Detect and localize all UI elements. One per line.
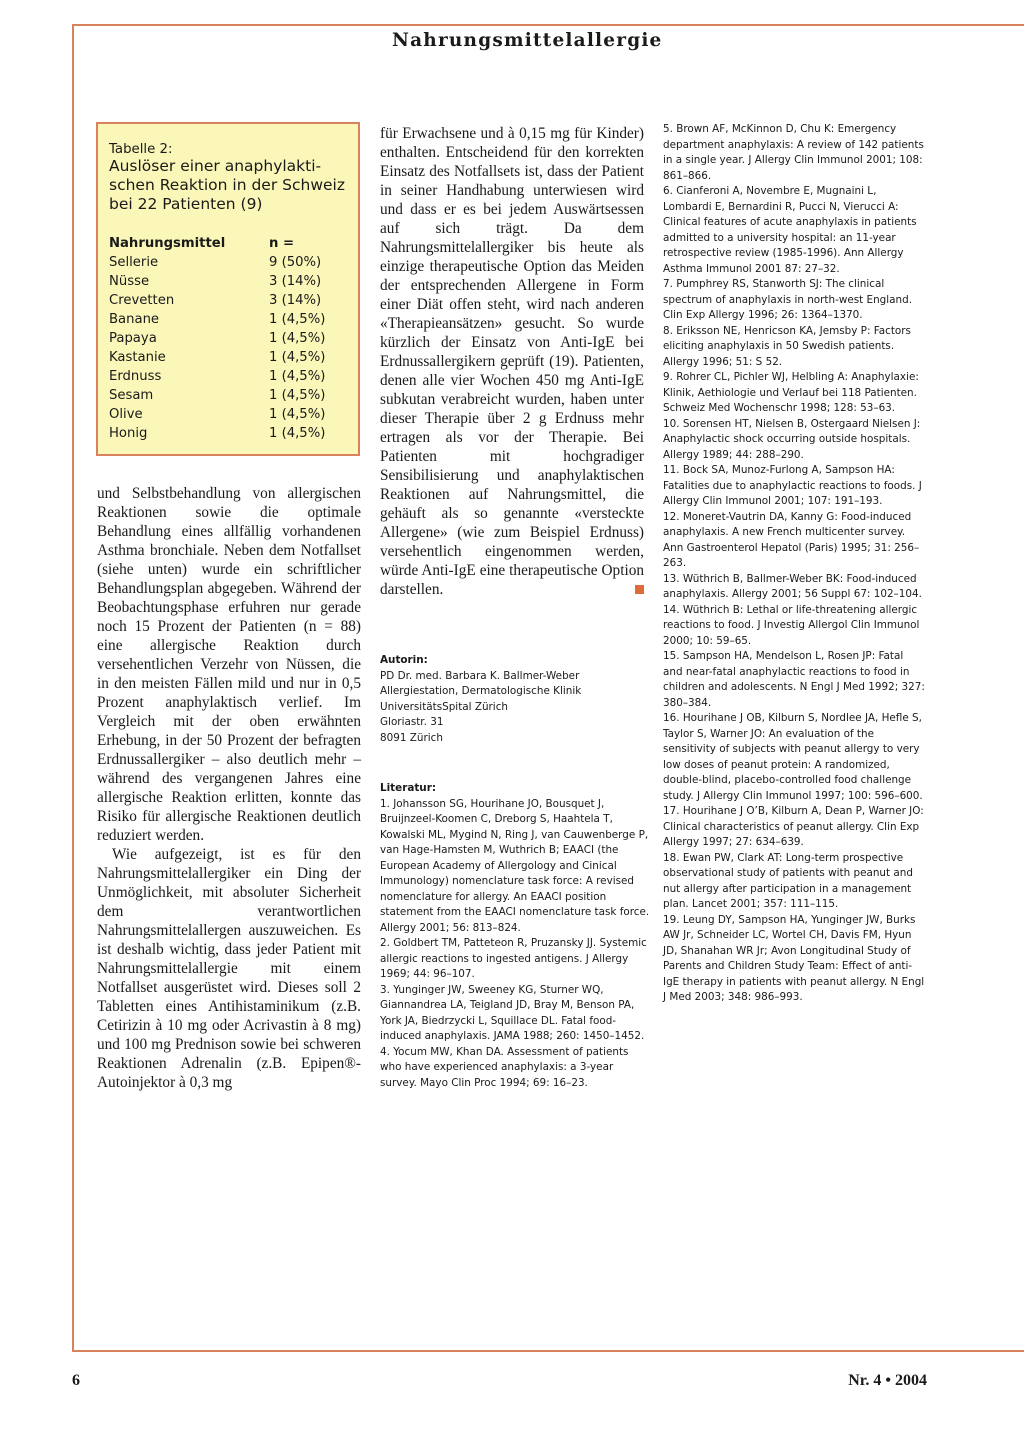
table-header-food: Nahrungsmittel [109,236,226,251]
table-cell-food: Olive [109,407,143,422]
author-line: Allergiestation, Dermatologische Klinik [380,685,582,697]
reference-list [380,797,650,1092]
table-cell-count: 1 (4,5%) [269,388,326,403]
page-title: Nahrungsmittelallergie [392,30,663,51]
table-row [109,291,348,310]
table-cell-food: Banane [109,312,160,327]
table-cell-food: Crevetten [109,293,175,308]
table-cell-count: 1 (4,5%) [269,369,326,384]
table-row [109,310,348,329]
table-cell-food: Sellerie [109,255,159,270]
table-cell-count: 1 (4,5%) [269,407,326,422]
table-row [109,272,348,291]
table-cell-count: 9 (50%) [269,255,322,270]
body-paragraph: Wie aufgezeigt, ist es für den Nahrungsmittelallergiker ein Ding der Unmöglichkeit, mit absoluter Sicherheit dem verantwortlichen Nahrungsmittelallergen auszuweichen. Es ist deshalb wichtig, dass jeder Patient mit Nahrungsmittelallergie mit einem Notfallset ausgerüstet wird. Dieses soll 2 Tabletten eines Antihistaminikum (z.B. Cetirizin à 10 mg oder Acrivastin à 8 mg) und 100 mg Prednison sowie bei schweren Reaktionen Adrenalin (z.B. Epipen®-Autoinjektor à 0,3 mg [97,846,361,1091]
reference-item: 6. Cianferoni A, Novembre E, Mugnaini L, Lombardi E, Bernardini R, Pucci N, Vierucci A: Clinical features of acute anaphylaxis in patients admitted to a university hospital: an 11-year retrospective review (1985-1996). Ann Allergy Asthma Immunol 2001 87: 27–32. [663,185,917,275]
table-cell-food: Papaya [109,331,157,346]
table-row [109,386,348,405]
reference-item: 4. Yocum MW, Khan DA. Assessment of patients who have experienced anaphylaxis: a 3-year survey. Mayo Clin Proc 1994; 69: 16–23. [380,1045,629,1089]
reference-item: 2. Goldbert TM, Patteteon R, Pruzansky JJ. Systemic allergic reactions to ingested antigens. J Allergy 1969; 44: 96–107. [380,937,647,980]
reference-item: 15. Sampson HA, Mendelson L, Rosen JP: Fatal and near-fatal anaphylactic reactions to food in children and adolescents. N Engl J Med 1992; 327: 380–384. [663,650,925,709]
page-number: 6 [72,1372,80,1389]
reference-item: 8. Eriksson NE, Henricson KA, Jemsby P: Factors eliciting anaphylaxis in 50 Swedish patients. Allergy 1996; 51: S 52. [663,324,911,368]
reference-item: 11. Bock SA, Munoz-Furlong A, Sampson HA: Fatalities due to anaphylactic reactions to foods. J Allergy Clin Immunol 2001; 107: 191–193. [663,464,922,507]
reference-item: 19. Leung DY, Sampson HA, Yunginger JW, Burks AW Jr, Schneider LC, Wortel CH, Davis FM, Hyun JD, Shanahan WR Jr; Avon Longitudinal Study of Parents and Children Study Team: Effect of anti-IgE therapy in patients with peanut allergy. N Engl J Med 2003; 348: 986–993. [663,913,925,1003]
body-column-2 [380,124,644,599]
reference-item: 18. Ewan PW, Clark AT: Long-term prospective observational study of patients with peanut and nut allergy after participation in a management plan. Lancet 2001; 357: 111–115. [663,851,913,910]
reference-item: 7. Pumphrey RS, Stanworth SJ: The clinical spectrum of anaphylaxis in north-west England. Clin Exp Allergy 1996; 26: 1364–1370. [663,278,913,321]
reference-list [663,122,925,1006]
table-label: Tabelle 2: [109,142,173,157]
reference-item: 3. Yunginger JW, Sweeney KG, Sturner WQ, Giannandrea LA, Teigland JD, Bray M, Benson PA, York JA, Biedrzycki L, Squillace DL. Fatal food-induced anaphylaxis. JAMA 1988; 260: 1450–1452. [380,983,645,1042]
table-row [109,367,348,386]
author-heading: Autorin: [380,654,428,666]
table-header-row [109,234,348,253]
reference-item: 17. Hourihane J O’B, Kilburn A, Dean P, Warner JO: Clinical characteristics of peanut allergy. Clin Exp Allergy 1997; 27: 634–639. [663,805,924,848]
reference-item: 9. Rohrer CL, Pichler WJ, Helbling A: Anaphylaxie: Klinik, Aethiologie und Verlauf bei 118 Patienten. Schweiz Med Wochenschr 1998; 128: 53–63. [663,371,919,414]
table-cell-food: Sesam [109,388,154,403]
table-cell-food: Honig [109,426,148,441]
literature-heading: Literatur: [380,782,436,794]
author-line: UniversitätsSpital Zürich [380,700,508,713]
frame-bottom-line [72,1350,1024,1352]
author-line: 8091 Zürich [380,731,443,744]
body-paragraph-text: für Erwachsene und à 0,15 mg für Kinder) enthalten. Entscheidend für den korrekten Einsatz des Notfallsets ist, dass der Patient in seiner Handhabung unterwiesen wird und dass er es bei jedem Auswärtsessen auf sich trägt. Da dem Nahrungsmittelallergiker bis heute als einzige therapeutische Option das Meiden der entsprechenden Allergene in Form einer Diät offen steht, wird nach anderen «Therapieansätzen» gesucht. So wurde kürzlich der Einsatz von Anti-IgE bei Erdnussallergikern geprüft (19). Patienten, denen alle vier Wochen 450 mg Anti-IgE subkutan verabreicht wurden, haben unter dieser Therapie über 2 g Erdnuss mehr ertragen als vor der Therapie. Bei Patienten mit hochgradiger Sensibilisierung und anaphylaktischen Reaktionen auf Nahrungsmittel, die gehäuft als so genannte «versteckte Allergene» (wie zum Beispiel Erdnuss) versehentlich eingenommen werden, würde Anti-IgE eine therapeutische Option darstellen. [380,125,644,598]
table-row [109,405,348,424]
reference-item: 1. Johansson SG, Hourihane JO, Bousquet J, Bruijnzeel-Koomen C, Dreborg S, Haahtela T, Kowalski ML, Mygind N, Ring J, van Cauwenberge P, van Hage-Hamsten M, Wuthrich B; EAACI (the European Academy of Allergology and Cinical Immunology) nomenclature task force: A revised nomenclature for allergy. An EAACI position statement from the EAACI nomenclature task force. Allergy 2001; 56: 813–824. [380,797,650,934]
table-cell-food: Nüsse [109,274,150,289]
literature-block [380,781,650,1091]
reference-item: 10. Sorensen HT, Nielsen B, Ostergaard Nielsen J: Anaphylactic shock occurring outside hospitals. Allergy 1989; 44: 288–290. [663,417,921,461]
table-row [109,424,348,443]
table-row [109,329,348,348]
reference-item: 12. Moneret-Vautrin DA, Kanny G: Food-induced anaphylaxis. A new French multicenter survey. Ann Gastroenterol Hepatol (Paris) 1995; 31: 256–263. [663,510,920,569]
table-cell-food: Erdnuss [109,369,162,384]
reference-item: 14. Wüthrich B: Lethal or life-threatening allergic reactions to food. J Investig Allergol Clin Immunol 2000; 10: 59–65. [663,603,920,647]
table-cell-count: 1 (4,5%) [269,350,326,365]
table-row [109,348,348,367]
author-block [380,653,650,746]
table-cell-count: 1 (4,5%) [269,426,326,441]
reference-item: 5. Brown AF, McKinnon D, Chu K: Emergency department anaphylaxis: A review of 142 patients in a single year. J Allergy Clin Immunol 2001; 108: 861–866. [663,123,924,182]
table-cell-count: 1 (4,5%) [269,312,326,327]
table-cell-count: 1 (4,5%) [269,331,326,346]
body-column-1 [97,484,361,1092]
author-lines [380,669,650,747]
frame-top-line [72,24,1024,26]
author-line: Gloriastr. 31 [380,716,444,728]
body-paragraph: und Selbstbehandlung von allergischen Reaktionen sowie die optimale Behandlung eines allfällig vorhandenen Asthma bronchiale. Neben dem Notfallset (siehe unten) wurde ein schriftlicher Behandlungsplan abgegeben. Während der Beobachtungsphase erfuhren nur gerade noch 15 Prozent der Patienten (n = 88) eine allergische Reaktion durch versehentlichen Verzehr von Nüssen, die in den meisten Fällen mild und nur in 0,5 Prozent anaphylaktisch verlief. Im Vergleich mit der oben erwähnten Erhebung, in der 50 Prozent der befragten Erdnussallergiker – also deutlich mehr – während des vergangenen Jahres eine allergische Reaktion erlitten, konnte das Risiko für allergische Reaktionen deutlich reduziert werden. [97,485,361,844]
reference-item: 13. Wüthrich B, Ballmer-Weber BK: Food-induced anaphylaxis. Allergy 2001; 56 Suppl 67: 102–104. [663,572,922,600]
food-allergen-table [96,122,360,456]
table-caption: Auslöser einer anaphylakti-schen Reaktion in der Schweiz bei 22 Patienten (9) [109,157,345,213]
issue-label: Nr. 4 • 2004 [848,1372,927,1389]
table-header-count: n = [269,236,295,251]
reference-item: 16. Hourihane J OB, Kilburn S, Nordlee JA, Hefle S, Taylor S, Warner JO: An evaluation of the sensitivity of subjects with peanut allergy to very low doses of peanut protein: A randomized, double-blind, placebo-controlled food challenge study. J Allergy Clin Immunol 1997; 100: 596–600. [663,712,923,802]
references-column-3 [663,122,925,1006]
table-row [109,253,348,272]
article-end-square-icon [635,585,644,594]
body-paragraph [380,124,644,599]
table-cell-food: Kastanie [109,350,166,365]
author-line: PD Dr. med. Barbara K. Ballmer-Weber [380,669,580,682]
frame-left-line [72,24,74,1352]
table-cell-count: 3 (14%) [269,274,322,289]
table-body [109,253,348,443]
table-cell-count: 3 (14%) [269,293,322,308]
